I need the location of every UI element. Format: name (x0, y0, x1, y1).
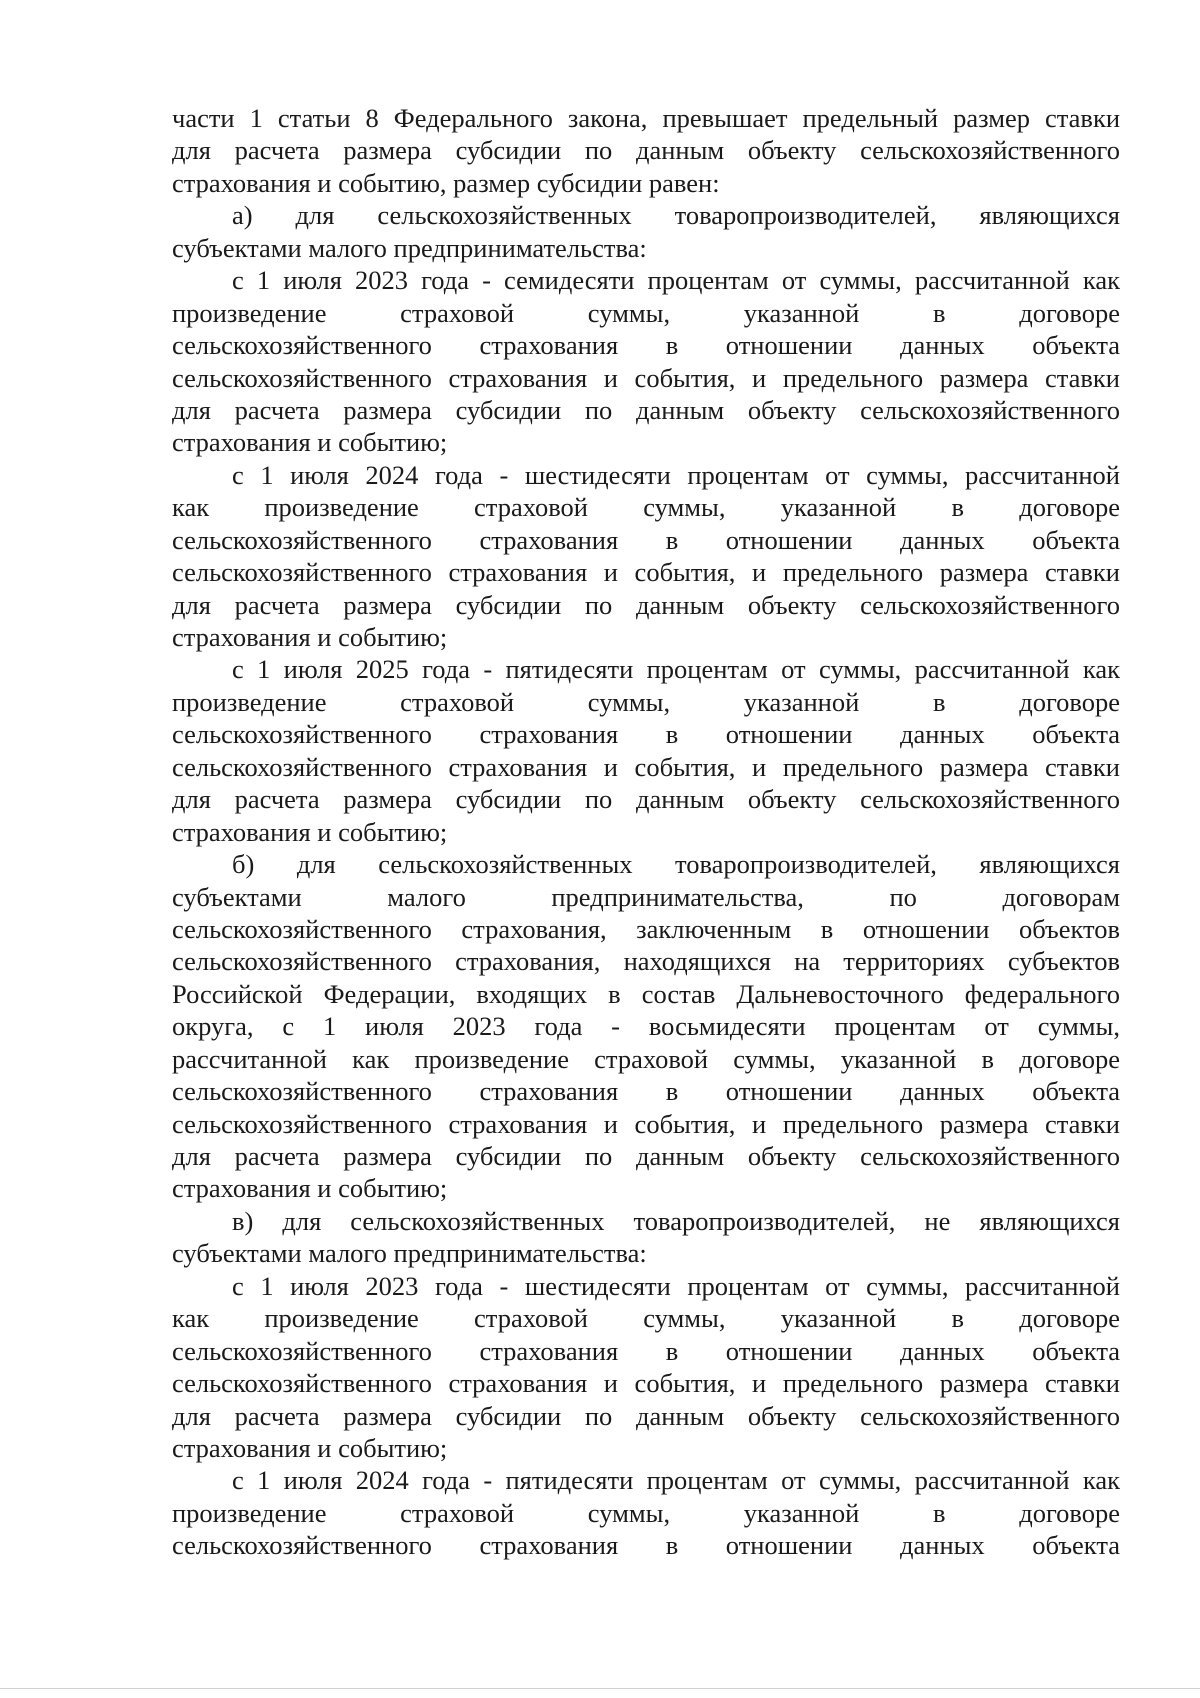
document-line: произведение страховой суммы, указанной в договоре (172, 297, 1120, 328)
document-line: субъектами малого предпринимательства: (172, 232, 647, 263)
document-line: с 1 июля 2025 года - пятидесяти процентам от суммы, рассчитанной как (232, 654, 1120, 685)
document-line: для расчета размера субсидии по данным объекту сельскохозяйственного (172, 394, 1120, 425)
document-line: сельскохозяйственного страхования и события, и предельного размера ставки (172, 751, 1120, 782)
document-line: с 1 июля 2023 года - семидесяти процентам от суммы, рассчитанной как (232, 265, 1120, 296)
document-line: сельскохозяйственного страхования в отношении данных объекта (172, 524, 1120, 555)
document-line: страхования и событию; (172, 622, 448, 652)
document-line: сельскохозяйственного страхования, заключенным в отношении объектов (172, 913, 1120, 944)
document-line: Российской Федерации, входящих в состав Дальневосточного федерального (172, 978, 1120, 1009)
document-line: в) для сельскохозяйственных товаропроизводителей, не являющихся (232, 1205, 1120, 1236)
document-line: для расчета размера субсидии по данным объекту сельскохозяйственного (172, 589, 1120, 620)
document-line: произведение страховой суммы, указанной в договоре (172, 1497, 1120, 1528)
document-line: страхования и событию, размер субсидии равен: (172, 167, 720, 198)
document-line: а) для сельскохозяйственных товаропроизводителей, являющихся (232, 200, 1120, 231)
document-line: субъектами малого предпринимательства, по договорам (172, 881, 1120, 912)
document-line: сельскохозяйственного страхования в отношении данных объекта (172, 1530, 1120, 1561)
document-line: части 1 статьи 8 Федерального закона, превышает предельный размер ставки (172, 103, 1120, 133)
document-line: сельскохозяйственного страхования и события, и предельного размера ставки (172, 1108, 1120, 1139)
document-line: сельскохозяйственного страхования и события, и предельного размера ставки (172, 557, 1120, 588)
document-line: округа, с 1 июля 2023 года - восьмидесяти процентам от суммы, (172, 1011, 1120, 1042)
document-line: страхования и событию; (172, 816, 448, 847)
page-bottom-edge (0, 1688, 1200, 1689)
document-line: для расчета размера субсидии по данным объекту сельскохозяйственного (172, 1400, 1120, 1431)
document-line: сельскохозяйственного страхования в отношении данных объекта (172, 1076, 1120, 1107)
document-line: произведение страховой суммы, указанной в договоре (172, 686, 1120, 717)
document-line: с 1 июля 2023 года - шестидесяти процентам от суммы, рассчитанной (232, 1270, 1120, 1301)
document-line: сельскохозяйственного страхования в отношении данных объекта (172, 1335, 1120, 1366)
document-line: страхования и событию; (172, 1432, 448, 1463)
document-line: б) для сельскохозяйственных товаропроизводителей, являющихся (232, 849, 1120, 880)
document-line: сельскохозяйственного страхования в отношении данных объекта (172, 719, 1120, 750)
document-line: рассчитанной как произведение страховой суммы, указанной в договоре (172, 1043, 1120, 1074)
document-line: сельскохозяйственного страхования и события, и предельного размера ставки (172, 1368, 1120, 1399)
document-line: для расчета размера субсидии по данным объекту сельскохозяйственного (172, 1141, 1120, 1171)
document-line: субъектами малого предпринимательства: (172, 1238, 647, 1269)
document-line: сельскохозяйственного страхования, находящихся на территориях субъектов (172, 946, 1120, 977)
document-line: страхования и событию; (172, 1173, 448, 1204)
document-line: для расчета размера субсидии по данным объекту сельскохозяйственного (172, 784, 1120, 815)
document-line: как произведение страховой суммы, указанной в договоре (172, 492, 1120, 523)
document-body (172, 102, 1120, 1562)
document-line: сельскохозяйственного страхования и события, и предельного размера ставки (172, 362, 1120, 393)
document-line: с 1 июля 2024 года - пятидесяти процентам от суммы, рассчитанной как (232, 1465, 1120, 1496)
document-line: страхования и событию; (172, 427, 448, 458)
document-line: сельскохозяйственного страхования в отношении данных объекта (172, 330, 1120, 361)
document-line: с 1 июля 2024 года - шестидесяти процентам от суммы, рассчитанной (232, 459, 1120, 490)
document-line: как произведение страховой суммы, указанной в договоре (172, 1303, 1120, 1334)
document-line: для расчета размера субсидии по данным объекту сельскохозяйственного (172, 135, 1120, 166)
